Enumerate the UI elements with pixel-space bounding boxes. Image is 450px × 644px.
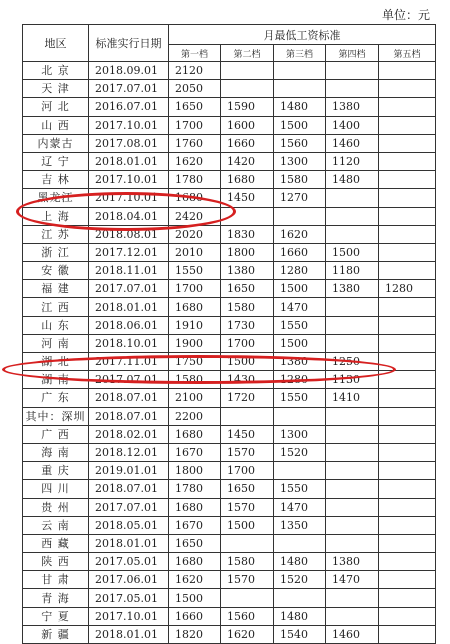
level-5-cell — [379, 407, 436, 425]
region-cell: 浙 江 — [23, 243, 89, 261]
level-2-cell: 1450 — [221, 425, 274, 443]
level-4-cell: 1250 — [326, 353, 379, 371]
level-3-cell: 1500 — [274, 334, 326, 352]
level-1-cell: 1780 — [169, 171, 221, 189]
region-cell: 上 海 — [23, 207, 89, 225]
level-1-cell: 1910 — [169, 316, 221, 334]
table-row — [23, 334, 436, 352]
level-1-cell: 1670 — [169, 443, 221, 461]
level-1-cell: 1750 — [169, 353, 221, 371]
date-cell: 2017.08.01 — [89, 134, 169, 152]
level-5-cell — [379, 171, 436, 189]
region-cell: 北 京 — [23, 62, 89, 80]
region-cell: 辽 宁 — [23, 152, 89, 170]
table-row — [23, 225, 436, 243]
level-5-cell — [379, 498, 436, 516]
level-5-cell — [379, 353, 436, 371]
level-2-cell: 1430 — [221, 371, 274, 389]
level-3-cell: 1500 — [274, 116, 326, 134]
level-1-cell: 1670 — [169, 516, 221, 534]
level-4-cell: 1410 — [326, 389, 379, 407]
table-row — [23, 207, 436, 225]
region-cell: 河 南 — [23, 334, 89, 352]
level-1-cell: 1680 — [169, 425, 221, 443]
region-cell: 云 南 — [23, 516, 89, 534]
level-5-cell — [379, 243, 436, 261]
date-cell: 2018.09.01 — [89, 62, 169, 80]
level-1-cell: 1820 — [169, 625, 221, 643]
minimum-wage-table — [22, 24, 436, 644]
level-1-cell: 2050 — [169, 80, 221, 98]
level-4-cell: 1500 — [326, 243, 379, 261]
header-wage-group: 月最低工资标准 — [169, 25, 436, 45]
region-cell: 黑龙江 — [23, 189, 89, 207]
level-3-cell: 1660 — [274, 243, 326, 261]
level-2-cell: 1680 — [221, 171, 274, 189]
date-cell: 2019.01.01 — [89, 462, 169, 480]
level-4-cell: 1480 — [326, 171, 379, 189]
date-cell: 2018.01.01 — [89, 625, 169, 643]
level-1-cell: 2200 — [169, 407, 221, 425]
level-3-cell: 1470 — [274, 498, 326, 516]
date-cell: 2017.10.01 — [89, 171, 169, 189]
table-row — [23, 316, 436, 334]
date-cell: 2018.01.01 — [89, 534, 169, 552]
level-2-cell: 1580 — [221, 298, 274, 316]
level-5-cell — [379, 389, 436, 407]
level-1-cell: 1680 — [169, 498, 221, 516]
level-5-cell — [379, 298, 436, 316]
date-cell: 2018.07.01 — [89, 389, 169, 407]
level-1-cell: 1800 — [169, 462, 221, 480]
level-5-cell — [379, 189, 436, 207]
date-cell: 2017.07.01 — [89, 371, 169, 389]
table-row — [23, 152, 436, 170]
level-1-cell: 2010 — [169, 243, 221, 261]
level-3-cell: 1620 — [274, 225, 326, 243]
level-4-cell: 1130 — [326, 371, 379, 389]
date-cell: 2017.05.01 — [89, 589, 169, 607]
region-cell: 天 津 — [23, 80, 89, 98]
level-1-cell: 1680 — [169, 553, 221, 571]
region-cell: 山 东 — [23, 316, 89, 334]
date-cell: 2018.04.01 — [89, 207, 169, 225]
date-cell: 2017.05.01 — [89, 553, 169, 571]
level-5-cell — [379, 553, 436, 571]
level-3-cell — [274, 207, 326, 225]
table-row — [23, 589, 436, 607]
table-row — [23, 98, 436, 116]
level-4-cell — [326, 443, 379, 461]
table-row — [23, 389, 436, 407]
level-3-cell: 1520 — [274, 571, 326, 589]
level-2-cell: 1660 — [221, 134, 274, 152]
level-2-cell: 1380 — [221, 262, 274, 280]
date-cell: 2017.07.01 — [89, 280, 169, 298]
date-cell: 2017.10.01 — [89, 607, 169, 625]
level-4-cell — [326, 207, 379, 225]
level-5-cell — [379, 589, 436, 607]
level-3-cell — [274, 462, 326, 480]
level-1-cell: 2420 — [169, 207, 221, 225]
level-1-cell: 1760 — [169, 134, 221, 152]
level-2-cell: 1500 — [221, 516, 274, 534]
date-cell: 2017.07.01 — [89, 80, 169, 98]
level-2-cell: 1620 — [221, 625, 274, 643]
level-3-cell: 1350 — [274, 516, 326, 534]
level-3-cell: 1270 — [274, 189, 326, 207]
level-4-cell — [326, 225, 379, 243]
region-cell: 重 庆 — [23, 462, 89, 480]
level-5-cell — [379, 262, 436, 280]
level-1-cell: 1550 — [169, 262, 221, 280]
level-3-cell: 1550 — [274, 480, 326, 498]
level-5-cell — [379, 134, 436, 152]
level-2-cell — [221, 207, 274, 225]
level-1-cell: 1680 — [169, 298, 221, 316]
date-cell: 2018.08.01 — [89, 225, 169, 243]
level-1-cell: 2100 — [169, 389, 221, 407]
region-cell: 甘 肃 — [23, 571, 89, 589]
date-cell: 2018.01.01 — [89, 152, 169, 170]
level-4-cell — [326, 80, 379, 98]
level-3-cell: 1540 — [274, 625, 326, 643]
header-region: 地区 — [23, 25, 89, 62]
table-row — [23, 298, 436, 316]
region-cell: 贵 州 — [23, 498, 89, 516]
header-level-2: 第二档 — [221, 45, 274, 62]
level-3-cell: 1480 — [274, 553, 326, 571]
level-4-cell — [326, 298, 379, 316]
level-5-cell — [379, 316, 436, 334]
level-2-cell: 1650 — [221, 280, 274, 298]
table-row — [23, 171, 436, 189]
level-3-cell: 1300 — [274, 152, 326, 170]
level-2-cell — [221, 80, 274, 98]
region-cell: 广 东 — [23, 389, 89, 407]
level-1-cell: 1500 — [169, 589, 221, 607]
region-cell: 海 南 — [23, 443, 89, 461]
level-3-cell: 1480 — [274, 607, 326, 625]
level-4-cell — [326, 589, 379, 607]
level-2-cell: 1580 — [221, 553, 274, 571]
level-1-cell: 1650 — [169, 98, 221, 116]
header-level-3: 第三档 — [274, 45, 326, 62]
level-5-cell — [379, 152, 436, 170]
level-4-cell: 1470 — [326, 571, 379, 589]
level-1-cell: 1620 — [169, 571, 221, 589]
level-2-cell: 1700 — [221, 462, 274, 480]
level-5-cell: 1280 — [379, 280, 436, 298]
date-cell: 2018.06.01 — [89, 316, 169, 334]
table-row — [23, 480, 436, 498]
region-cell: 安 徽 — [23, 262, 89, 280]
date-cell: 2018.11.01 — [89, 262, 169, 280]
level-1-cell: 1650 — [169, 534, 221, 552]
level-4-cell — [326, 462, 379, 480]
region-cell: 内蒙古 — [23, 134, 89, 152]
level-4-cell — [326, 334, 379, 352]
region-cell: 西 藏 — [23, 534, 89, 552]
level-5-cell — [379, 334, 436, 352]
header-date: 标准实行日期 — [89, 25, 169, 62]
date-cell: 2017.12.01 — [89, 243, 169, 261]
level-3-cell: 1560 — [274, 134, 326, 152]
region-cell: 陕 西 — [23, 553, 89, 571]
level-1-cell: 1680 — [169, 189, 221, 207]
table-row — [23, 571, 436, 589]
level-4-cell: 1380 — [326, 280, 379, 298]
level-4-cell: 1460 — [326, 625, 379, 643]
table-body — [23, 62, 436, 644]
level-5-cell — [379, 207, 436, 225]
level-1-cell: 2120 — [169, 62, 221, 80]
level-1-cell: 1620 — [169, 152, 221, 170]
table-row — [23, 625, 436, 643]
level-1-cell: 1580 — [169, 371, 221, 389]
region-cell: 其中：深圳 — [23, 407, 89, 425]
table-row — [23, 134, 436, 152]
level-4-cell — [326, 189, 379, 207]
date-cell: 2017.10.01 — [89, 116, 169, 134]
level-2-cell: 1570 — [221, 498, 274, 516]
level-5-cell — [379, 625, 436, 643]
date-cell: 2017.11.01 — [89, 353, 169, 371]
level-4-cell — [326, 407, 379, 425]
table-row — [23, 425, 436, 443]
date-cell: 2018.07.01 — [89, 480, 169, 498]
level-4-cell — [326, 425, 379, 443]
table-row — [23, 280, 436, 298]
region-cell: 江 西 — [23, 298, 89, 316]
header-level-5: 第五档 — [379, 45, 436, 62]
table-row — [23, 262, 436, 280]
table-row — [23, 371, 436, 389]
level-5-cell — [379, 516, 436, 534]
level-3-cell: 1550 — [274, 389, 326, 407]
level-2-cell — [221, 534, 274, 552]
level-3-cell — [274, 62, 326, 80]
region-cell: 江 苏 — [23, 225, 89, 243]
level-5-cell — [379, 534, 436, 552]
region-cell: 山 西 — [23, 116, 89, 134]
date-cell: 2018.01.01 — [89, 298, 169, 316]
header-level-1: 第一档 — [169, 45, 221, 62]
region-cell: 广 西 — [23, 425, 89, 443]
level-2-cell: 1450 — [221, 189, 274, 207]
region-cell: 福 建 — [23, 280, 89, 298]
date-cell: 2018.07.01 — [89, 407, 169, 425]
level-5-cell — [379, 225, 436, 243]
table-row — [23, 243, 436, 261]
date-cell: 2017.06.01 — [89, 571, 169, 589]
level-1-cell: 2020 — [169, 225, 221, 243]
level-4-cell: 1180 — [326, 262, 379, 280]
region-cell: 新 疆 — [23, 625, 89, 643]
table-row — [23, 353, 436, 371]
region-cell: 宁 夏 — [23, 607, 89, 625]
level-2-cell: 1700 — [221, 334, 274, 352]
level-5-cell — [379, 62, 436, 80]
level-2-cell — [221, 407, 274, 425]
level-4-cell: 1460 — [326, 134, 379, 152]
level-2-cell: 1560 — [221, 607, 274, 625]
table-row — [23, 534, 436, 552]
level-4-cell — [326, 516, 379, 534]
table-row — [23, 116, 436, 134]
level-4-cell — [326, 62, 379, 80]
level-1-cell: 1700 — [169, 116, 221, 134]
level-4-cell: 1400 — [326, 116, 379, 134]
date-cell: 2017.10.01 — [89, 189, 169, 207]
level-4-cell — [326, 534, 379, 552]
level-5-cell — [379, 480, 436, 498]
level-4-cell — [326, 480, 379, 498]
level-5-cell — [379, 80, 436, 98]
region-cell: 青 海 — [23, 589, 89, 607]
table-row — [23, 443, 436, 461]
level-3-cell — [274, 407, 326, 425]
level-2-cell — [221, 62, 274, 80]
level-5-cell — [379, 462, 436, 480]
level-3-cell: 1470 — [274, 298, 326, 316]
level-4-cell: 1380 — [326, 553, 379, 571]
header-level-4: 第四档 — [326, 45, 379, 62]
region-cell: 四 川 — [23, 480, 89, 498]
level-2-cell: 1730 — [221, 316, 274, 334]
level-1-cell: 1900 — [169, 334, 221, 352]
level-5-cell — [379, 98, 436, 116]
level-3-cell: 1500 — [274, 280, 326, 298]
date-cell: 2018.02.01 — [89, 425, 169, 443]
level-2-cell: 1420 — [221, 152, 274, 170]
level-3-cell: 1480 — [274, 98, 326, 116]
level-2-cell: 1570 — [221, 443, 274, 461]
level-4-cell — [326, 607, 379, 625]
level-1-cell: 1780 — [169, 480, 221, 498]
date-cell: 2018.12.01 — [89, 443, 169, 461]
table-row — [23, 607, 436, 625]
level-5-cell — [379, 116, 436, 134]
level-2-cell: 1590 — [221, 98, 274, 116]
level-2-cell — [221, 589, 274, 607]
level-3-cell: 1280 — [274, 371, 326, 389]
level-3-cell — [274, 80, 326, 98]
level-3-cell: 1550 — [274, 316, 326, 334]
table-row — [23, 189, 436, 207]
date-cell: 2018.10.01 — [89, 334, 169, 352]
level-2-cell: 1600 — [221, 116, 274, 134]
level-1-cell: 1700 — [169, 280, 221, 298]
level-5-cell — [379, 371, 436, 389]
date-cell: 2017.07.01 — [89, 498, 169, 516]
date-cell: 2018.05.01 — [89, 516, 169, 534]
level-3-cell: 1380 — [274, 353, 326, 371]
table-row — [23, 462, 436, 480]
unit-label: 单位：元 — [381, 8, 430, 22]
table-row — [23, 407, 436, 425]
level-5-cell — [379, 425, 436, 443]
level-2-cell: 1800 — [221, 243, 274, 261]
level-3-cell: 1300 — [274, 425, 326, 443]
level-3-cell — [274, 589, 326, 607]
table-row — [23, 516, 436, 534]
level-3-cell — [274, 534, 326, 552]
table-row — [23, 62, 436, 80]
region-cell: 河 北 — [23, 98, 89, 116]
region-cell: 吉 林 — [23, 171, 89, 189]
table-row — [23, 498, 436, 516]
level-3-cell: 1520 — [274, 443, 326, 461]
level-4-cell — [326, 498, 379, 516]
level-2-cell: 1500 — [221, 353, 274, 371]
level-1-cell: 1660 — [169, 607, 221, 625]
level-4-cell — [326, 316, 379, 334]
level-4-cell: 1380 — [326, 98, 379, 116]
date-cell: 2016.07.01 — [89, 98, 169, 116]
level-3-cell: 1580 — [274, 171, 326, 189]
level-3-cell: 1280 — [274, 262, 326, 280]
table-row — [23, 80, 436, 98]
region-cell: 湖 南 — [23, 371, 89, 389]
level-5-cell — [379, 443, 436, 461]
table-row — [23, 553, 436, 571]
level-2-cell: 1650 — [221, 480, 274, 498]
level-5-cell — [379, 571, 436, 589]
level-4-cell: 1120 — [326, 152, 379, 170]
level-2-cell: 1830 — [221, 225, 274, 243]
level-2-cell: 1570 — [221, 571, 274, 589]
level-2-cell: 1720 — [221, 389, 274, 407]
region-cell: 湖 北 — [23, 353, 89, 371]
level-5-cell — [379, 607, 436, 625]
